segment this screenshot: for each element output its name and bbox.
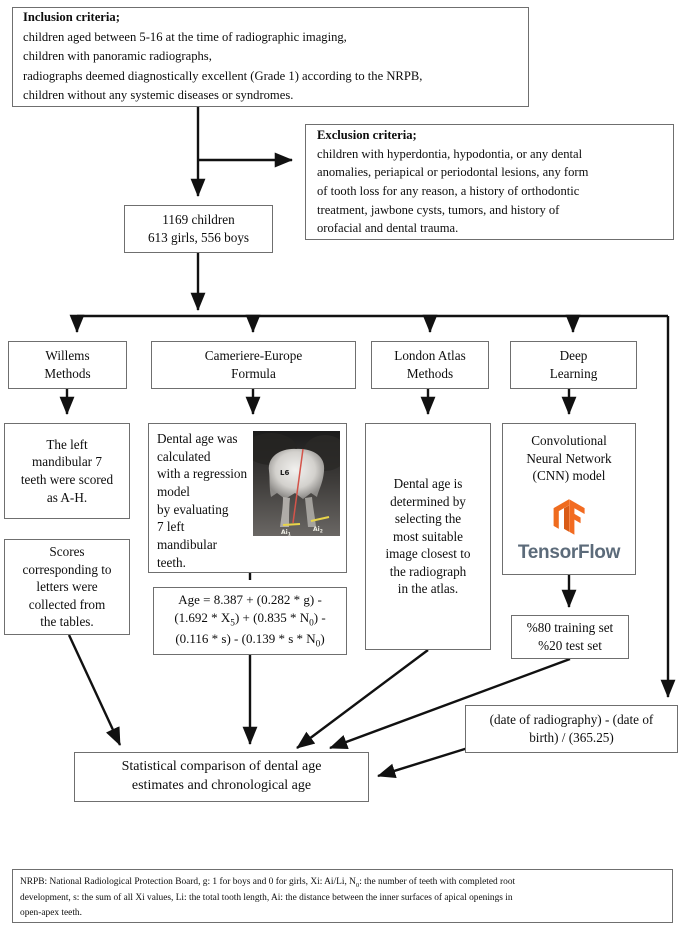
- inclusion-line-1: children aged between 5-16 at the time of radiographic imaging,: [23, 29, 347, 44]
- cameriere-detail-line-6: teeth.: [157, 554, 186, 570]
- split-line-1: %80 training set: [526, 620, 614, 636]
- chrono-line-2: birth) / (365.25): [529, 730, 614, 745]
- london-detail-line-4: most suitable: [393, 528, 463, 544]
- willems-scores-line-4: collected from: [28, 596, 106, 612]
- chronological-age-box: [465, 705, 678, 753]
- willems-scores-line-1: Scores: [49, 544, 85, 560]
- tensorflow-logo: [518, 498, 620, 565]
- exclusion-line-1: children with hyperdontia, hypodontia, or any dental: [317, 146, 583, 161]
- sample-size-box: [124, 205, 273, 253]
- formula-line-3: (0.116 * s) - (0.139 * s * $N_0$): [175, 630, 325, 650]
- sample-line-1: 1169 children: [162, 212, 235, 228]
- cameriere-detail-line-2: with a regression model: [157, 466, 248, 500]
- willems-scores-box: [4, 539, 130, 635]
- cameriere-detail-line-1: Dental age was calculated: [157, 431, 238, 464]
- london-detail-line-6: the radiograph: [389, 563, 467, 579]
- cameriere-detail-box: [148, 423, 347, 573]
- sample-line-2: 613 girls, 556 boys: [147, 230, 250, 245]
- exclusion-line-2: anomalies, periapical or periodontal lesions, any form: [317, 165, 589, 180]
- legend-line-2: development, s: the sum of all Xi values, Li: the total tooth length, Ai: the distance between the inner surfaces of apical openings in: [20, 893, 513, 904]
- chrono-line-1: (date of radiography) - (date of: [489, 712, 654, 728]
- inclusion-line-4: children without any systemic diseases or syndromes.: [23, 88, 294, 103]
- split-line-2: %20 test set: [538, 638, 602, 653]
- london-line-1: London Atlas: [394, 348, 466, 364]
- inclusion-line-2: children with panoramic radiographs,: [23, 49, 212, 64]
- willems-detail-line-2: mandibular 7: [32, 454, 102, 470]
- willems-detail-line-4: as A-H.: [46, 489, 88, 505]
- willems-detail-line-1: The left: [46, 436, 88, 452]
- deep-line-1: Deep: [559, 348, 588, 364]
- cnn-model-box: [502, 423, 636, 575]
- method-box-cameriere: [151, 341, 356, 389]
- formula-line-2: $(1.692 * X_5) + (0.835 * N_0)$ -: [174, 609, 326, 629]
- statistical-comparison-box: [74, 752, 369, 802]
- willems-scores-line-5: the tables.: [40, 614, 94, 630]
- cnn-line-1: Convolutional: [531, 433, 607, 448]
- london-detail-line-2: determined by: [390, 493, 466, 509]
- inclusion-line-3: radiographs deemed diagnostically excellent (Grade 1) according to the NRPB,: [23, 68, 423, 83]
- cnn-line-2: Neural Network: [526, 450, 612, 466]
- london-detail-line-1: Dental age is: [393, 476, 463, 492]
- final-line-2: estimates and chronological age: [131, 778, 312, 793]
- exclusion-line-3: of tooth loss for any reason, a history of orthodontic: [317, 184, 580, 198]
- london-line-2: Methods: [406, 366, 454, 381]
- london-atlas-detail-box: [365, 423, 491, 650]
- inclusion-heading: Inclusion criteria;: [23, 10, 120, 25]
- inclusion-criteria-box: [12, 7, 529, 107]
- radiograph-tooth-label: L6: [280, 469, 290, 477]
- tensorflow-icon: [551, 498, 587, 536]
- legend-line-3: open-apex teeth.: [20, 908, 82, 919]
- willems-detail-box: [4, 423, 130, 519]
- exclusion-heading: Exclusion criteria;: [317, 128, 417, 143]
- wire-scores-final: [69, 635, 120, 745]
- tensorflow-wordmark: TensorFlow: [517, 541, 621, 563]
- legend-line-1: NRPB: National Radiological Protection Board, g: 1 for boys and 0 for girls, Xi: Ai/Li, $N_0$: the number of teeth with completed root: [20, 877, 516, 889]
- final-line-1: Statistical comparison of dental age: [121, 759, 322, 775]
- london-detail-line-5: image closest to: [385, 546, 471, 562]
- willems-detail-line-3: teeth were scored: [20, 472, 114, 487]
- wire-london-final: [297, 650, 428, 748]
- svg-text:Ai1: $Ai_1$: [281, 529, 291, 536]
- cameriere-detail-line-5: mandibular: [157, 537, 218, 553]
- method-box-london-atlas: [371, 341, 489, 389]
- willems-line-2: Methods: [44, 366, 91, 381]
- svg-text:Ai2: $Ai_2$: [313, 526, 323, 535]
- deep-line-2: Learning: [549, 366, 598, 381]
- formula-line-1: Age = 8.387 + (0.282 * g) -: [178, 591, 322, 607]
- method-box-deep-learning: [510, 341, 637, 389]
- exclusion-line-4: treatment, jawbone cysts, tumors, and history of: [317, 202, 560, 217]
- wire-chrono-final: [378, 748, 468, 776]
- london-detail-line-7: in the atlas.: [397, 581, 459, 597]
- willems-scores-line-3: letters were: [36, 579, 98, 595]
- panoramic-radiograph-image: [253, 431, 340, 536]
- cameriere-detail-line-3: by evaluating: [157, 501, 229, 517]
- abbreviation-legend-box: [12, 869, 673, 923]
- cnn-line-3: (CNN) model: [532, 468, 606, 484]
- dataset-split-box: [511, 615, 629, 659]
- exclusion-line-5: orofacial and dental trauma.: [317, 221, 459, 236]
- willems-line-1: Willems: [45, 348, 90, 364]
- cameriere-line-1: Cameriere-Europe: [204, 348, 303, 364]
- exclusion-criteria-box: [305, 124, 674, 240]
- cameriere-line-2: Formula: [231, 366, 276, 381]
- method-box-willems: [8, 341, 127, 389]
- cameriere-detail-line-4: 7 left: [157, 519, 185, 535]
- cameriere-formula-box: [153, 587, 347, 655]
- willems-scores-line-2: corresponding to: [22, 561, 112, 577]
- london-detail-line-3: selecting the: [394, 511, 462, 527]
